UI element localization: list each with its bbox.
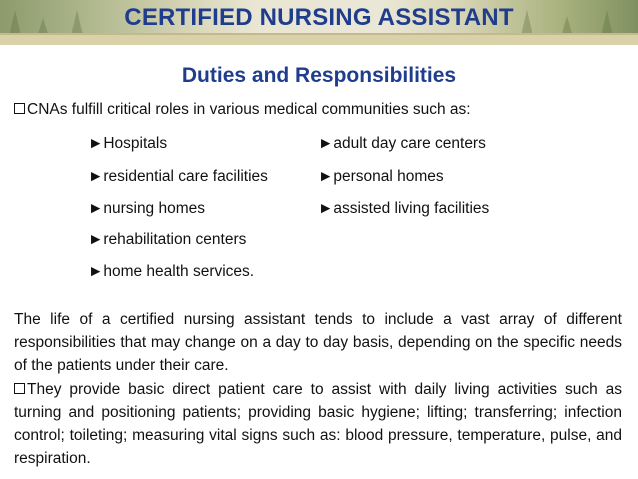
- intro-line: [14, 101, 471, 119]
- arrow-bullet-icon: ►: [318, 135, 334, 152]
- list-item-text: Hospitals: [103, 135, 168, 152]
- arrow-bullet-icon: ►: [88, 231, 104, 248]
- description-paragraph: The life of a certified nursing assistant tends to include a vast array of different responsibilities that may change on a day to day basis, depending on the specific needs of the patients under their care.: [14, 311, 622, 374]
- arrow-bullet-icon: ►: [88, 168, 104, 185]
- care-text: They provide basic direct patient care to assist with daily living activities such as turning and positioning patients; providing basic hygiene; lifting; transferring; infection control; toileting; measuring vital signs such as: blood pressure, temperature, pulse, and respiration.: [14, 381, 622, 467]
- list-item: [318, 200, 489, 218]
- checkbox-bullet-icon: [14, 383, 25, 394]
- list-item-text: rehabilitation centers: [103, 231, 247, 248]
- intro-text: CNAs fulfill critical roles in various medical communities such as:: [27, 101, 471, 118]
- list-item: [88, 231, 246, 249]
- list-item: [88, 168, 268, 186]
- slide-subtitle: Duties and Responsibilities: [181, 64, 457, 87]
- list-item-text: adult day care centers: [333, 135, 486, 152]
- arrow-bullet-icon: ►: [318, 168, 334, 185]
- list-item-text: assisted living facilities: [333, 200, 490, 217]
- arrow-bullet-icon: ►: [88, 263, 104, 280]
- arrow-bullet-icon: ►: [88, 135, 104, 152]
- list-item-text: home health services.: [103, 263, 255, 280]
- care-paragraph: [14, 378, 622, 470]
- list-item-text: nursing homes: [103, 200, 206, 217]
- checkbox-bullet-icon: [14, 103, 25, 114]
- list-item: [88, 263, 254, 281]
- list-item: [318, 135, 486, 153]
- list-item-text: residential care facilities: [103, 168, 268, 185]
- list-item: [318, 168, 444, 186]
- slide-title: CERTIFIED NURSING ASSISTANT: [124, 4, 514, 31]
- list-item-text: personal homes: [333, 168, 444, 185]
- arrow-bullet-icon: ►: [88, 200, 104, 217]
- list-item: [88, 200, 205, 218]
- banner-band: [0, 33, 638, 45]
- arrow-bullet-icon: ►: [318, 200, 334, 217]
- list-item: [88, 135, 167, 153]
